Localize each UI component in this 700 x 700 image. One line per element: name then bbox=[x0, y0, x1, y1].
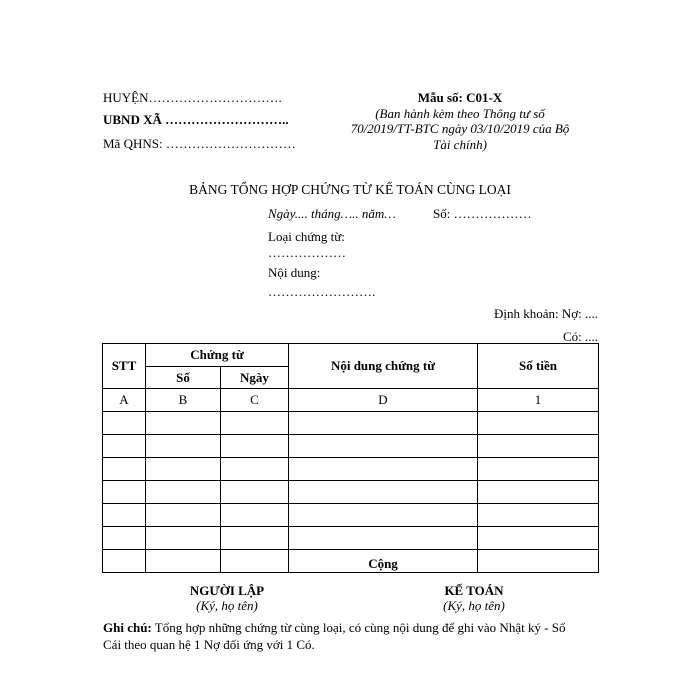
voucher-type-label: Loại chứng từ: bbox=[268, 229, 345, 244]
table-cell bbox=[289, 481, 478, 504]
table-cell bbox=[478, 481, 599, 504]
table-cell bbox=[221, 481, 289, 504]
code-cell: A bbox=[103, 389, 146, 412]
total-label: Cộng bbox=[289, 550, 478, 573]
date-line: Ngày.... tháng….. năm… bbox=[268, 206, 396, 221]
district-line: HUYỆN…………………………. bbox=[103, 90, 282, 105]
table-cell bbox=[289, 412, 478, 435]
total-row bbox=[103, 550, 599, 573]
table-cell bbox=[289, 435, 478, 458]
issued-note-line1: (Ban hành kèm theo Thông tư số bbox=[375, 106, 545, 121]
code-cell: 1 bbox=[478, 389, 599, 412]
budget-code-line: Mã QHNS: ………………………… bbox=[103, 136, 296, 151]
table-cell bbox=[146, 550, 221, 573]
header-voucher-number: Số bbox=[146, 367, 221, 389]
table-cell bbox=[146, 412, 221, 435]
preparer-title: NGƯỜI LẬP bbox=[189, 583, 265, 598]
table-cell bbox=[221, 458, 289, 481]
table-row bbox=[103, 504, 599, 527]
code-row bbox=[103, 389, 599, 412]
table-cell bbox=[478, 458, 599, 481]
note-text: Tổng hợp những chứng từ cùng loại, có cùng nội dung để ghi vào Nhật ký - Sổ bbox=[151, 620, 566, 635]
table-cell bbox=[221, 550, 289, 573]
table-cell bbox=[146, 504, 221, 527]
table-cell bbox=[221, 527, 289, 550]
table-cell bbox=[478, 550, 599, 573]
table-cell bbox=[221, 435, 289, 458]
note-line-2: Cái theo quan hệ 1 Nợ đối ứng với 1 Có. bbox=[103, 637, 315, 652]
table-cell bbox=[146, 458, 221, 481]
form-number: Mẫu số: C01-X bbox=[417, 90, 503, 105]
header-stt: STT bbox=[103, 344, 146, 389]
table-cell bbox=[289, 527, 478, 550]
table-cell bbox=[103, 527, 146, 550]
table-cell bbox=[146, 527, 221, 550]
table-row bbox=[103, 481, 599, 504]
table-row bbox=[103, 527, 599, 550]
code-cell: B bbox=[146, 389, 221, 412]
number-line: Số: ……………… bbox=[433, 206, 532, 221]
table-cell bbox=[103, 481, 146, 504]
table-cell bbox=[289, 504, 478, 527]
table-cell bbox=[146, 481, 221, 504]
header-voucher-content: Nội dung chứng từ bbox=[289, 344, 478, 389]
preparer-signature-hint: (Ký, họ tên) bbox=[196, 598, 258, 613]
code-cell: C bbox=[221, 389, 289, 412]
table-cell bbox=[146, 435, 221, 458]
header-voucher: Chứng từ bbox=[146, 344, 289, 367]
table-cell bbox=[221, 412, 289, 435]
code-cell: D bbox=[289, 389, 478, 412]
header-amount: Số tiền bbox=[478, 344, 599, 389]
table-cell bbox=[478, 435, 599, 458]
table-cell bbox=[103, 550, 146, 573]
table-row bbox=[103, 412, 599, 435]
table-cell bbox=[103, 435, 146, 458]
table-cell bbox=[221, 504, 289, 527]
credit-account-line: Có: .... bbox=[562, 329, 598, 344]
header-voucher-date: Ngày bbox=[221, 367, 289, 389]
voucher-summary-table bbox=[102, 343, 599, 573]
table-cell bbox=[478, 412, 599, 435]
accountant-title: KẾ TOÁN bbox=[444, 583, 504, 598]
document-title: BẢNG TỔNG HỢP CHỨNG TỪ KẾ TOÁN CÙNG LOẠI bbox=[189, 182, 511, 197]
table-row bbox=[103, 435, 599, 458]
note-line-1 bbox=[103, 620, 566, 636]
issued-note-line2: 70/2019/TT-BTC ngày 03/10/2019 của Bộ bbox=[350, 121, 570, 136]
content-dots: ……………………. bbox=[268, 284, 376, 299]
accountant-signature-hint: (Ký, họ tên) bbox=[443, 598, 505, 613]
voucher-type-dots: ……………… bbox=[268, 245, 346, 260]
table-cell bbox=[103, 504, 146, 527]
table-row bbox=[103, 458, 599, 481]
table-cell bbox=[103, 412, 146, 435]
content-label: Nội dung: bbox=[268, 265, 321, 280]
table-cell bbox=[478, 504, 599, 527]
debit-account-line: Định khoản: Nợ: .... bbox=[493, 306, 598, 321]
table-cell bbox=[103, 458, 146, 481]
table-cell bbox=[289, 458, 478, 481]
issued-note-line3: Tài chính) bbox=[433, 137, 487, 152]
commune-committee-line: UBND XÃ ……………………….. bbox=[103, 112, 289, 127]
table-cell bbox=[478, 527, 599, 550]
note-label: Ghi chú: bbox=[103, 620, 152, 635]
